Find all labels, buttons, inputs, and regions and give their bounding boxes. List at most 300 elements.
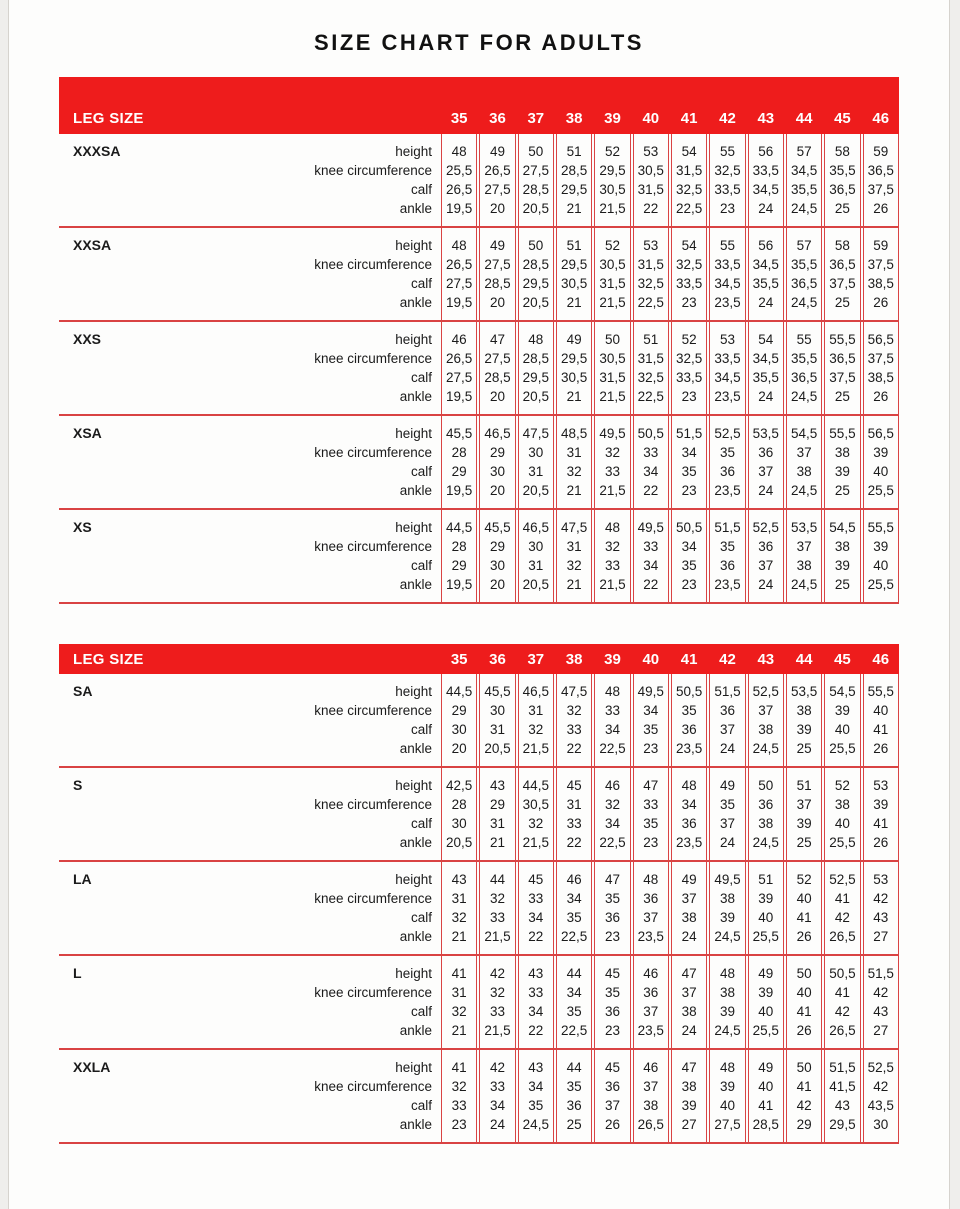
cell-value: 47 (604, 872, 620, 887)
cell-value: 27 (873, 929, 889, 944)
cell-value: 36 (758, 539, 774, 554)
cell-value: 23,5 (714, 483, 741, 498)
cell-value: 32 (528, 722, 544, 737)
cell-value: 31 (528, 558, 544, 573)
data-column-36 (479, 956, 515, 1048)
data-column-38 (556, 862, 592, 954)
cell-value: 52 (681, 332, 697, 347)
cell-value: 25 (834, 483, 850, 498)
size-group-name: XXXSA (73, 143, 121, 159)
data-column-44 (786, 134, 822, 226)
cell-value: 45 (604, 1060, 620, 1075)
cell-value: 35 (643, 816, 659, 831)
cell-value: 22 (643, 577, 659, 592)
cell-value: 28 (451, 539, 467, 554)
cell-value: 20 (489, 295, 505, 310)
data-column-36 (479, 1050, 515, 1142)
cell-value: 36 (604, 910, 620, 925)
cell-value: 35 (719, 797, 735, 812)
data-column-36 (479, 510, 515, 602)
cell-value: 24 (758, 483, 774, 498)
cell-value: 38 (796, 558, 812, 573)
row-label-calf: calf (410, 182, 432, 197)
cell-value: 54 (681, 238, 697, 253)
column-header-36: 36 (489, 110, 506, 127)
cell-value: 42 (873, 985, 889, 1000)
column-header-37: 37 (527, 650, 545, 668)
cell-value: 34,5 (790, 163, 818, 178)
cell-value: 50,5 (637, 426, 664, 441)
row-label-calf: calf (410, 370, 432, 385)
row-labels (209, 330, 441, 406)
cell-value: 40 (873, 703, 889, 718)
cell-value: 26,5 (637, 1117, 664, 1132)
row-label-cell (59, 322, 441, 414)
cell-value: 20 (489, 577, 505, 592)
cell-value: 32,5 (714, 163, 741, 178)
cell-value: 30 (489, 703, 505, 718)
cell-value: 25,5 (829, 741, 856, 756)
cell-value: 26,5 (446, 351, 473, 366)
column-header-46: 46 (872, 650, 890, 668)
cell-value: 25,5 (829, 835, 856, 850)
data-column-43 (748, 862, 784, 954)
cell-value: 52,5 (714, 426, 741, 441)
row-label-cell (59, 228, 441, 320)
data-column-46 (863, 862, 899, 954)
cell-value: 49,5 (714, 872, 741, 887)
cell-value: 33 (643, 797, 659, 812)
data-column-37 (518, 1050, 554, 1142)
cell-value: 20,5 (522, 577, 549, 592)
cell-value: 34 (604, 816, 620, 831)
cell-value: 34 (643, 703, 659, 718)
data-column-36 (479, 228, 515, 320)
cell-value: 51 (643, 332, 659, 347)
cell-value: 55,5 (867, 520, 894, 535)
cell-value: 22,5 (637, 295, 664, 310)
cell-value: 36 (758, 445, 774, 460)
cell-value: 39 (834, 558, 850, 573)
data-column-45 (824, 1050, 860, 1142)
cell-value: 33 (643, 445, 659, 460)
tables (59, 77, 899, 1144)
cell-value: 19,5 (446, 201, 473, 216)
column-header-44: 44 (795, 110, 813, 127)
data-column-39 (594, 416, 630, 508)
cell-value: 23 (681, 577, 697, 592)
cell-value: 33 (643, 539, 659, 554)
data-column-45 (824, 674, 860, 766)
row-label-height: height (395, 332, 432, 347)
cell-value: 50,5 (829, 966, 856, 981)
row-label-knee-circumference: knee circumference (314, 985, 432, 1000)
column-header-43: 43 (757, 110, 775, 127)
size-group-XSA (59, 416, 899, 510)
data-column-44 (786, 768, 822, 860)
cell-value: 28,5 (522, 182, 549, 197)
row-label-ankle: ankle (399, 741, 432, 756)
cell-value: 40 (873, 558, 889, 573)
cell-value: 26 (873, 295, 889, 310)
data-column-35 (441, 1050, 477, 1142)
cell-value: 30,5 (599, 351, 626, 366)
cell-value: 35,5 (790, 182, 818, 197)
cell-value: 53,5 (790, 684, 818, 699)
data-column-43 (748, 674, 784, 766)
cell-value: 45 (604, 966, 620, 981)
row-labels (209, 1058, 441, 1134)
cell-value: 52 (834, 778, 850, 793)
cell-value: 25 (796, 741, 812, 756)
cell-value: 24,5 (752, 835, 779, 850)
row-label-knee-circumference: knee circumference (314, 163, 432, 178)
cell-value: 27,5 (484, 257, 511, 272)
cell-value: 23 (681, 295, 697, 310)
data-column-40 (633, 322, 669, 414)
cell-value: 32 (451, 910, 467, 925)
cell-value: 26,5 (484, 163, 511, 178)
cell-value: 55,5 (829, 426, 856, 441)
cell-value: 38 (758, 722, 774, 737)
cell-value: 34 (489, 1098, 505, 1113)
cell-value: 24,5 (790, 389, 818, 404)
data-column-38 (556, 228, 592, 320)
cell-value: 21,5 (599, 483, 626, 498)
cell-value: 58 (834, 144, 850, 159)
cell-value: 32 (489, 985, 505, 1000)
column-header-42: 42 (719, 650, 736, 668)
row-label-ankle: ankle (399, 929, 432, 944)
row-label-cell (59, 862, 441, 954)
row-labels (209, 870, 441, 946)
cell-value: 26 (604, 1117, 620, 1132)
cell-value: 30 (489, 558, 505, 573)
cell-value: 47,5 (561, 684, 588, 699)
cell-value: 31 (451, 891, 467, 906)
cell-value: 44,5 (522, 778, 549, 793)
data-column-41 (671, 862, 707, 954)
size-group-SA (59, 674, 899, 768)
cell-value: 49 (758, 966, 774, 981)
cell-value: 39 (719, 1079, 735, 1094)
cell-value: 37 (643, 1079, 659, 1094)
cell-value: 47 (681, 1060, 697, 1075)
size-group-name: XXSA (73, 237, 112, 253)
cell-value: 34 (643, 464, 659, 479)
cell-value: 33,5 (675, 370, 703, 385)
cell-value: 20,5 (522, 483, 549, 498)
row-labels (209, 682, 441, 758)
cell-value: 21 (566, 483, 582, 498)
cell-value: 33 (528, 891, 544, 906)
cell-value: 59 (873, 144, 889, 159)
page-title: SIZE CHART FOR ADULTS (314, 30, 644, 55)
data-column-45 (824, 228, 860, 320)
cell-value: 40 (796, 985, 812, 1000)
cell-value: 50,5 (675, 520, 703, 535)
data-column-45 (824, 768, 860, 860)
cell-value: 23,5 (637, 929, 664, 944)
cell-value: 42 (796, 1098, 812, 1113)
cell-value: 22,5 (599, 835, 626, 850)
page (8, 0, 950, 1209)
data-column-39 (594, 768, 630, 860)
data-column-43 (748, 416, 784, 508)
cell-value: 36,5 (867, 163, 894, 178)
data-column-39 (594, 674, 630, 766)
cell-value: 53 (643, 238, 659, 253)
cell-value: 30,5 (599, 182, 626, 197)
data-column-36 (479, 862, 515, 954)
row-label-height: height (395, 520, 432, 535)
cell-value: 20 (451, 741, 467, 756)
cell-value: 55 (719, 238, 735, 253)
cell-value: 39 (834, 464, 850, 479)
cell-value: 48 (681, 778, 697, 793)
cell-value: 23 (681, 389, 697, 404)
size-group-name: XSA (73, 425, 102, 441)
data-column-43 (748, 956, 784, 1048)
size-group-LA (59, 862, 899, 956)
cell-value: 39 (719, 1004, 735, 1019)
row-labels (209, 776, 441, 852)
cell-value: 51 (566, 238, 582, 253)
cell-value: 43 (873, 1004, 889, 1019)
cell-value: 48 (719, 1060, 735, 1075)
row-label-knee-circumference: knee circumference (314, 257, 432, 272)
cell-value: 26 (873, 389, 889, 404)
cell-value: 33 (604, 703, 620, 718)
cell-value: 21 (566, 295, 582, 310)
cell-value: 20 (489, 389, 505, 404)
data-column-44 (786, 510, 822, 602)
cell-value: 33 (566, 816, 582, 831)
cell-value: 26 (873, 835, 889, 850)
data-column-37 (518, 768, 554, 860)
cell-value: 54,5 (829, 684, 856, 699)
cell-value: 42 (489, 966, 505, 981)
cell-value: 20,5 (522, 295, 549, 310)
data-column-45 (824, 416, 860, 508)
data-column-39 (594, 862, 630, 954)
cell-value: 27,5 (446, 276, 473, 291)
cell-value: 28,5 (522, 257, 549, 272)
row-label-cell (59, 416, 441, 508)
cell-value: 32 (566, 464, 582, 479)
cell-value: 31 (566, 539, 582, 554)
cell-value: 49,5 (637, 520, 664, 535)
cell-value: 49 (489, 238, 505, 253)
cell-value: 54,5 (790, 426, 818, 441)
cell-value: 34 (681, 445, 697, 460)
cell-value: 43 (528, 966, 544, 981)
data-column-35 (441, 134, 477, 226)
row-label-ankle: ankle (399, 389, 432, 404)
cell-value: 20,5 (522, 389, 549, 404)
cell-value: 24,5 (714, 1023, 741, 1038)
cell-value: 36,5 (790, 370, 818, 385)
cell-value: 32 (604, 445, 620, 460)
row-label-height: height (395, 684, 432, 699)
data-column-36 (479, 768, 515, 860)
cell-value: 43 (451, 872, 467, 887)
cell-value: 33,5 (714, 182, 741, 197)
cell-value: 43,5 (867, 1098, 894, 1113)
cell-value: 47,5 (561, 520, 588, 535)
cell-value: 36,5 (829, 182, 856, 197)
column-header-45: 45 (834, 650, 851, 668)
data-column-42 (709, 1050, 745, 1142)
cell-value: 24,5 (790, 483, 818, 498)
cell-value: 29,5 (561, 351, 588, 366)
row-label-cell (59, 510, 441, 602)
cell-value: 39 (758, 985, 774, 1000)
cell-value: 25,5 (752, 929, 779, 944)
cell-value: 50 (796, 1060, 812, 1075)
cell-value: 40 (834, 722, 850, 737)
cell-value: 25 (834, 577, 850, 592)
cell-value: 27 (873, 1023, 889, 1038)
cell-value: 21,5 (599, 389, 626, 404)
cell-value: 31 (566, 445, 582, 460)
cell-value: 21,5 (599, 201, 626, 216)
cell-value: 23 (451, 1117, 467, 1132)
cell-value: 35,5 (752, 370, 779, 385)
cell-value: 23,5 (675, 741, 703, 756)
data-column-37 (518, 322, 554, 414)
cell-value: 30 (528, 539, 544, 554)
data-column-36 (479, 416, 515, 508)
cell-value: 23 (604, 929, 620, 944)
data-column-38 (556, 1050, 592, 1142)
cell-value: 44 (566, 966, 582, 981)
cell-value: 24 (489, 1117, 505, 1132)
cell-value: 26 (873, 201, 889, 216)
data-column-37 (518, 134, 554, 226)
row-label-ankle: ankle (399, 835, 432, 850)
cell-value: 52,5 (829, 872, 856, 887)
cell-value: 24 (758, 201, 774, 216)
cell-value: 29 (489, 445, 505, 460)
data-column-46 (863, 322, 899, 414)
data-columns (441, 416, 899, 508)
cell-value: 50 (528, 144, 544, 159)
cell-value: 35 (681, 703, 697, 718)
cell-value: 49 (566, 332, 582, 347)
row-label-ankle: ankle (399, 1023, 432, 1038)
cell-value: 44,5 (446, 684, 473, 699)
cell-value: 50 (604, 332, 620, 347)
data-column-35 (441, 510, 477, 602)
cell-value: 56,5 (867, 426, 894, 441)
cell-value: 27,5 (484, 182, 511, 197)
cell-value: 54 (681, 144, 697, 159)
cell-value: 24 (719, 741, 735, 756)
data-column-37 (518, 510, 554, 602)
row-label-height: height (395, 238, 432, 253)
cell-value: 24,5 (522, 1117, 549, 1132)
cell-value: 40 (873, 464, 889, 479)
data-column-41 (671, 322, 707, 414)
cell-value: 26,5 (446, 257, 473, 272)
data-column-43 (748, 510, 784, 602)
cell-value: 57 (796, 144, 812, 159)
cell-value: 23 (719, 201, 735, 216)
data-column-40 (633, 1050, 669, 1142)
cell-value: 29 (489, 539, 505, 554)
cell-value: 26,5 (446, 182, 473, 197)
cell-value: 35 (719, 539, 735, 554)
cell-value: 49 (758, 1060, 774, 1075)
data-column-37 (518, 956, 554, 1048)
data-column-41 (671, 674, 707, 766)
cell-value: 21 (566, 389, 582, 404)
cell-value: 51 (796, 778, 812, 793)
cell-value: 22,5 (599, 741, 626, 756)
cell-value: 37 (758, 464, 774, 479)
data-column-43 (748, 228, 784, 320)
cell-value: 23 (681, 483, 697, 498)
data-columns (441, 228, 899, 320)
cell-value: 42,5 (446, 778, 473, 793)
row-label-ankle: ankle (399, 1117, 432, 1132)
cell-value: 41 (834, 985, 850, 1000)
cell-value: 28,5 (561, 163, 588, 178)
data-column-41 (671, 956, 707, 1048)
cell-value: 23,5 (714, 295, 741, 310)
row-label-knee-circumference: knee circumference (314, 445, 432, 460)
row-label-cell (59, 768, 441, 860)
cell-value: 31 (489, 722, 505, 737)
data-column-43 (748, 322, 784, 414)
column-header-36: 36 (489, 650, 506, 668)
cell-value: 22 (566, 741, 582, 756)
cell-value: 41 (451, 1060, 467, 1075)
data-column-35 (441, 416, 477, 508)
row-label-ankle: ankle (399, 201, 432, 216)
cell-value: 31,5 (599, 370, 626, 385)
cell-value: 34 (528, 1079, 544, 1094)
cell-value: 41 (758, 1098, 774, 1113)
data-column-40 (633, 768, 669, 860)
size-group-name: SA (73, 683, 93, 699)
cell-value: 48 (643, 872, 659, 887)
cell-value: 37 (796, 797, 812, 812)
data-column-41 (671, 768, 707, 860)
cell-value: 37 (681, 891, 697, 906)
cell-value: 41 (873, 816, 889, 831)
cell-value: 35 (643, 722, 659, 737)
cell-value: 45 (566, 778, 582, 793)
column-header-39: 39 (604, 650, 621, 668)
cell-value: 55 (796, 332, 812, 347)
data-column-38 (556, 674, 592, 766)
cell-value: 37 (643, 910, 659, 925)
cell-value: 24 (758, 295, 774, 310)
cell-value: 52,5 (752, 520, 779, 535)
cell-value: 23,5 (637, 1023, 664, 1038)
cell-value: 30,5 (599, 257, 626, 272)
cell-value: 20 (489, 483, 505, 498)
cell-value: 36 (719, 703, 735, 718)
row-label-height: height (395, 426, 432, 441)
cell-value: 25 (834, 295, 850, 310)
cell-value: 40 (758, 1004, 774, 1019)
cell-value: 51,5 (675, 426, 703, 441)
cell-value: 53,5 (752, 426, 779, 441)
cell-value: 39 (681, 1098, 697, 1113)
